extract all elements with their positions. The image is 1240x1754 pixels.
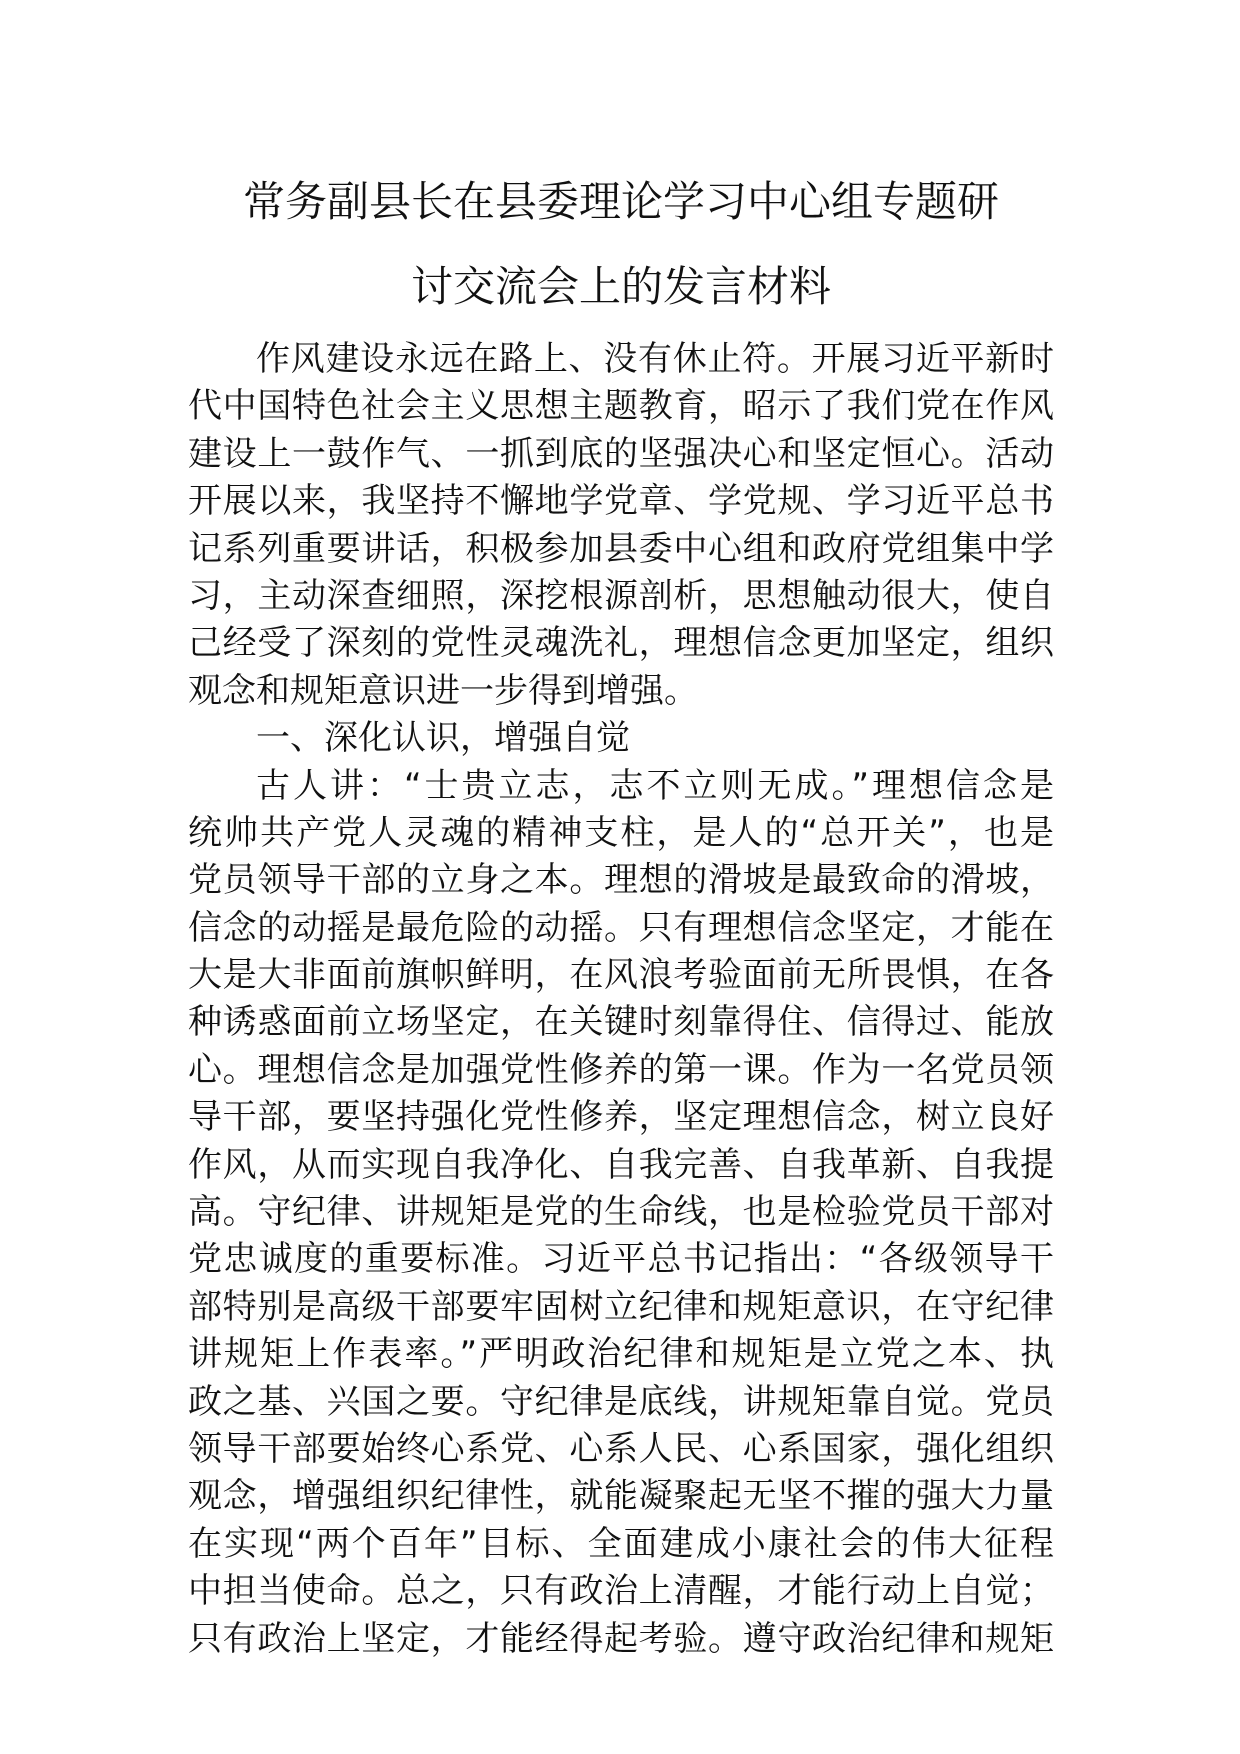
paragraph-3-line-7: 心。理想信念是加强党性修养的第一课。作为一名党员领 [188, 1049, 1054, 1090]
paragraph-1-line-1: 作风建设永远在路上、没有休止符。开展习近平新时 [256, 339, 1054, 379]
paragraph-1-line-2: 代中国特色社会主义思想主题教育，昭示了我们党在作风 [188, 386, 1054, 427]
paragraph-3-line-14: 政之基、兴国之要。守纪律是底线，讲规矩靠自觉。党员 [188, 1381, 1054, 1422]
paragraph-3-line-11: 党忠诚度的重要标准。习近平总书记指出：“各级领导干 [188, 1239, 1054, 1280]
paragraph-1-line-7: 己经受了深刻的党性灵魂洗礼，理想信念更加坚定，组织 [188, 623, 1054, 664]
paragraph-1-line-4: 开展以来，我坚持不懈地学党章、学党规、学习近平总书 [188, 481, 1054, 522]
paragraph-3-line-1: 古人讲：“士贵立志，志不立则无成。”理想信念是 [256, 765, 1054, 806]
paragraph-3-line-18: 中担当使命。总之，只有政治上清醒，才能行动上自觉； [188, 1571, 1054, 1612]
paragraph-3-line-6: 种诱惑面前立场坚定，在关键时刻靠得住、信得过、能放 [188, 1002, 1054, 1043]
paragraph-3-line-12: 部特别是高级干部要牢固树立纪律和规矩意识，在守纪律 [188, 1286, 1054, 1327]
paragraph-1-line-5: 记系列重要讲话，积极参加县委中心组和政府党组集中学 [188, 528, 1054, 569]
paragraph-3-line-15: 领导干部要始终心系党、心系人民、心系国家，强化组织 [188, 1428, 1054, 1469]
paragraph-3-line-17: 在实现“两个百年”目标、全面建成小康社会的伟大征程 [188, 1523, 1054, 1564]
paragraph-3-line-3: 党员领导干部的立身之本。理想的滑坡是最致命的滑坡， [188, 860, 1054, 901]
document-title-line-1: 常务副县长在县委理论学习中心组专题研 [242, 177, 999, 226]
paragraph-3-line-4: 信念的动摇是最危险的动摇。只有理想信念坚定，才能在 [188, 907, 1054, 948]
paragraph-3-line-19: 只有政治上坚定，才能经得起考验。遵守政治纪律和规矩 [188, 1618, 1054, 1659]
document-title-line-2: 讨交流会上的发言材料 [410, 262, 831, 311]
document-body [188, 336, 1054, 1663]
paragraph-1-line-8: 观念和规矩意识进一步得到增强。 [188, 670, 698, 711]
paragraph-3-line-9: 作风，从而实现自我净化、自我完善、自我革新、自我提 [188, 1144, 1054, 1185]
paragraph-1-line-3: 建设上一鼓作气、一抓到底的坚强决心和坚定恒心。活动 [188, 433, 1054, 474]
paragraph-3-line-2: 统帅共产党人灵魂的精神支柱，是人的“总开关”，也是 [188, 812, 1054, 853]
paragraph-3-line-10: 高。守纪律、讲规矩是党的生命线，也是检验党员干部对 [188, 1192, 1054, 1233]
paragraph-3-line-13: 讲规矩上作表率。”严明政治纪律和规矩是立党之本、执 [188, 1334, 1054, 1375]
section-heading-1: 一、深化认识，增强自觉 [256, 718, 630, 759]
paragraph-3-line-8: 导干部，要坚持强化党性修养，坚定理想信念，树立良好 [188, 1097, 1054, 1138]
paragraph-1-line-6: 习，主动深查细照，深挖根源剖析，思想触动很大，使自 [188, 575, 1054, 616]
paragraph-3-line-5: 大是大非面前旗帜鲜明，在风浪考验面前无所畏惧，在各 [188, 955, 1054, 996]
paragraph-3-line-16: 观念，增强组织纪律性，就能凝聚起无坚不摧的强大力量 [188, 1476, 1054, 1517]
